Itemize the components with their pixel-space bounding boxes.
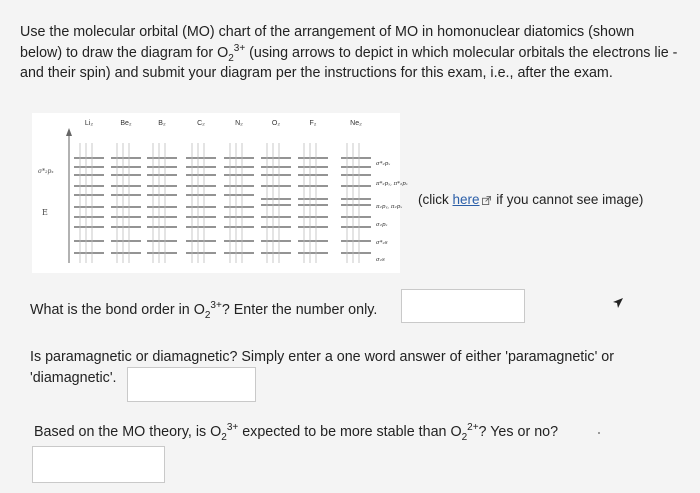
species-label: Ne₂ bbox=[350, 120, 362, 127]
species-column-labels bbox=[85, 120, 362, 127]
question-intro-text: Use the molecular orbital (MO) chart of the arrangement of MO in homonuclear diatomics (shown below) to draw the diagram for $O_2^{3+}$ (using arrows to depict in which molecular orbitals the electrons lie - and their spin) and submit your diagram per the instructions for this exam, i.e., after the exam. bbox=[20, 24, 678, 81]
energy-label: E bbox=[42, 208, 48, 217]
species-label: Be₂ bbox=[120, 120, 132, 127]
click-note-before: (click bbox=[418, 192, 453, 207]
orbital-label: σ*₂s bbox=[376, 240, 388, 246]
species-label: N₂ bbox=[235, 120, 243, 127]
species-label: B₂ bbox=[158, 120, 166, 127]
orbital-label: σ*₂pₓ bbox=[376, 161, 391, 167]
bond-order-input[interactable] bbox=[401, 289, 525, 323]
stray-dot bbox=[598, 432, 600, 434]
left-orbital-label: σ*₂pₓ bbox=[38, 168, 54, 175]
species-label: F₂ bbox=[309, 120, 317, 127]
bond-order-question: What is the bond order in $O_2^{3+}$? Enter the number only. bbox=[30, 300, 378, 321]
external-link-icon[interactable] bbox=[482, 196, 491, 205]
energy-axis-arrowhead bbox=[66, 128, 72, 136]
orbital-label: π₂pᵧ, π₂pₓ bbox=[376, 204, 403, 210]
here-link[interactable]: here bbox=[452, 192, 480, 207]
magnetism-input[interactable] bbox=[127, 367, 256, 402]
species-label: O₂ bbox=[271, 120, 281, 127]
species-label: Li₂ bbox=[84, 120, 94, 127]
species-label: C₂ bbox=[197, 120, 205, 127]
click-note-after: if you cannot see image) bbox=[492, 192, 644, 207]
stability-input[interactable] bbox=[32, 446, 165, 483]
orbital-label: σ₂s bbox=[376, 257, 385, 263]
orbital-energy-levels bbox=[74, 143, 371, 263]
mo-diagram-chart bbox=[32, 113, 408, 273]
mouse-cursor-icon bbox=[612, 297, 624, 309]
magnetism-question: Is paramagnetic or diamagnetic? Simply enter a one word answer of either 'paramagnetic' or 'diamagnetic'. bbox=[30, 349, 614, 386]
orbital-label: π*₂pᵧ, π*₂pₓ bbox=[376, 181, 408, 187]
image-fallback-note bbox=[418, 192, 643, 207]
stability-question: Based on the MO theory, is $O_2^{3+}$ expected to be more stable than $O_2^{2+}$? Yes or no? bbox=[34, 422, 559, 443]
orbital-label: σ₂pₓ bbox=[376, 222, 388, 228]
orbital-labels-right bbox=[375, 161, 408, 263]
